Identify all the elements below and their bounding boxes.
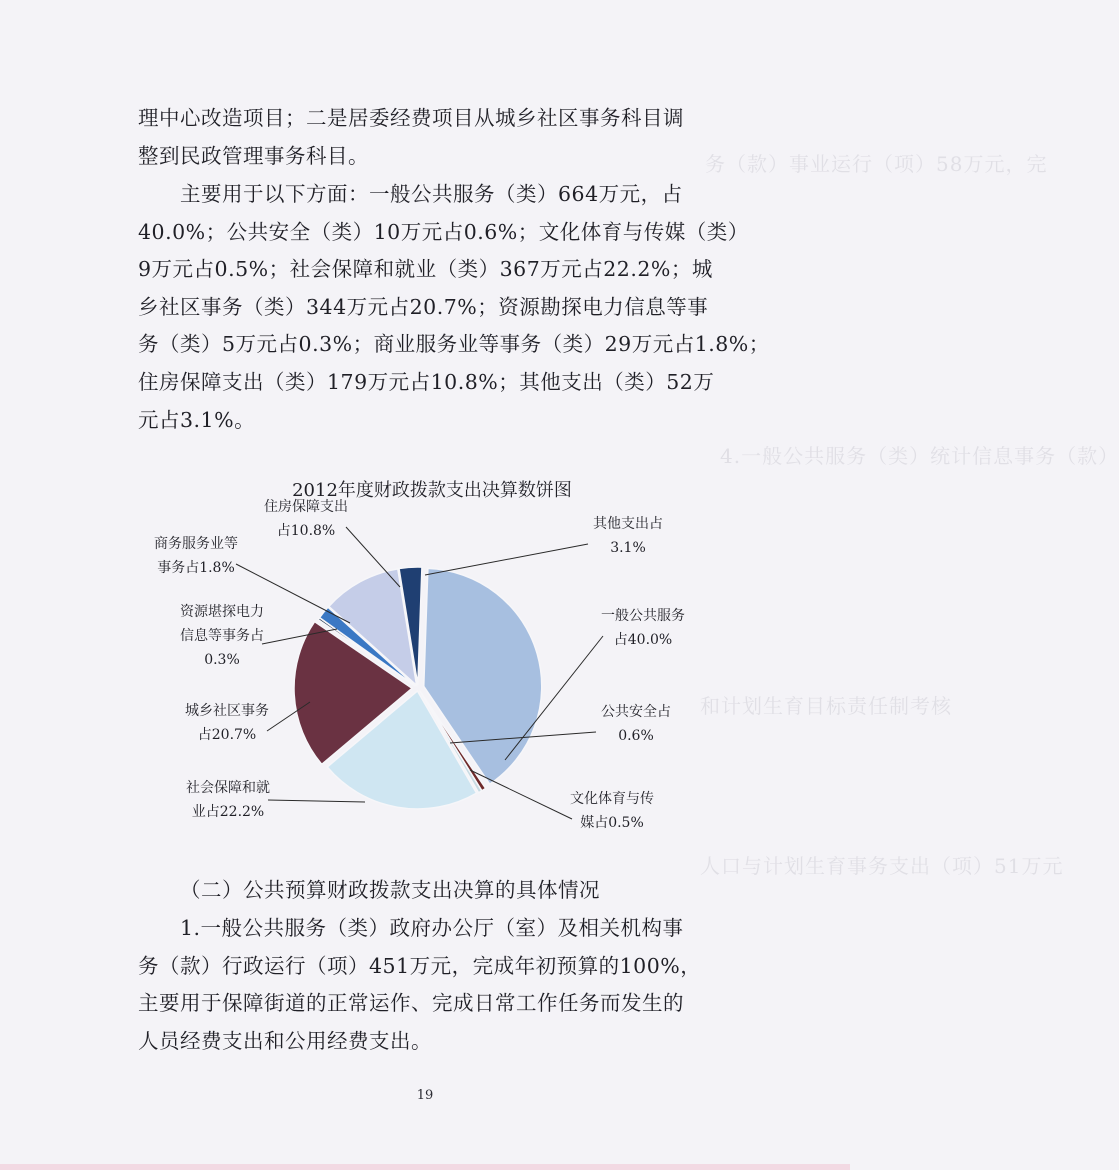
- slice-label: [570, 790, 654, 831]
- text-line: 住房保障支出（类）179万元占10.8%；其他支出（类）52万: [138, 369, 715, 394]
- slice-label-line: 社会保障和就: [186, 780, 270, 796]
- page-edge: [0, 1164, 850, 1170]
- text-line: 务（款）行政运行（项）451万元，完成年初预算的100%，: [138, 953, 702, 978]
- slice-label-line: 其他支出占: [593, 516, 663, 532]
- bleed-through-text: 和计划生育目标责任制考核: [700, 694, 952, 718]
- text-line: 9万元占0.5%；社会保障和就业（类）367万元占22.2%；城: [138, 257, 713, 282]
- text-line: 1.一般公共服务（类）政府办公厅（室）及相关机构事: [180, 916, 684, 940]
- section-heading-block: [138, 872, 738, 910]
- slice-label-line: 城乡社区事务: [185, 703, 269, 719]
- detail-paragraph: [138, 910, 718, 948]
- slice-label: [185, 702, 269, 743]
- leader-line: [268, 800, 365, 802]
- slice-label-line: 0.3%: [204, 652, 240, 668]
- slice-label-line: 占40.0%: [613, 632, 673, 648]
- slice-label-line: 公共安全占: [601, 704, 671, 720]
- slice-label-line: 3.1%: [610, 540, 646, 556]
- detail-paragraph-cont: [138, 948, 718, 1061]
- slice-label-line: 资源堪探电力: [180, 604, 264, 620]
- text-line: 40.0%；公共安全（类）10万元占0.6%；文化体育与传媒（类）: [138, 219, 749, 244]
- text-line: 主要用于以下方面：一般公共服务（类）664万元，占: [180, 182, 683, 206]
- slice-label: [180, 603, 264, 668]
- text-line: 人员经费支出和公用经费支出。: [138, 1028, 432, 1053]
- slice-label-line: 商务服务业等: [154, 536, 238, 552]
- slice-label-line: 信息等事务占: [180, 628, 264, 644]
- chart-title: 2012年度财政拨款支出决算数饼图: [292, 480, 572, 501]
- slice-label: [264, 498, 348, 539]
- slice-label-line: 媒占0.5%: [580, 815, 644, 831]
- bleed-through-text: 4.一般公共服务（类）统计信息事务（款）: [720, 444, 1119, 468]
- section-heading: （二）公共预算财政拨款支出决算的具体情况: [180, 878, 600, 902]
- slice-label: [154, 536, 238, 576]
- slice-label: [186, 780, 270, 820]
- leader-line: [425, 544, 588, 575]
- slice-label: [601, 608, 685, 648]
- slice-label: [593, 515, 663, 556]
- slice-label-line: 一般公共服务: [601, 608, 685, 624]
- slice-label-line: 文化体育与传: [570, 791, 654, 807]
- slice-label: [601, 703, 671, 744]
- text-line: 主要用于保障街道的正常运作、完成日常工作任务而发生的: [138, 991, 684, 1016]
- text-line: 整到民政管理事务科目。: [138, 143, 369, 168]
- bleed-through-text: 人口与计划生育事务支出（项）51万元: [700, 854, 1064, 878]
- text-line: 理中心改造项目；二是居委经费项目从城乡社区事务科目调: [138, 106, 684, 130]
- text-line: 元占3.1%。: [138, 407, 256, 432]
- slice-label-line: 事务占1.8%: [157, 560, 235, 576]
- slice-label-line: 占20.7%: [197, 727, 257, 743]
- leader-line: [470, 770, 572, 819]
- slice-label-line: 占10.8%: [276, 523, 336, 539]
- text-line: 乡社区事务（类）344万元占20.7%；资源勘探电力信息等事: [138, 294, 709, 319]
- slice-label-line: 业占22.2%: [191, 804, 265, 820]
- page-number: 19: [416, 1088, 434, 1103]
- slice-label-line: 住房保障支出: [264, 499, 348, 515]
- text-line: 务（类）5万元占0.3%；商业服务业等事务（类）29万元占1.8%；: [138, 332, 770, 357]
- bleed-through-text: 务（款）事业运行（项）58万元，完: [705, 152, 1048, 176]
- slice-label-line: 0.6%: [618, 728, 654, 744]
